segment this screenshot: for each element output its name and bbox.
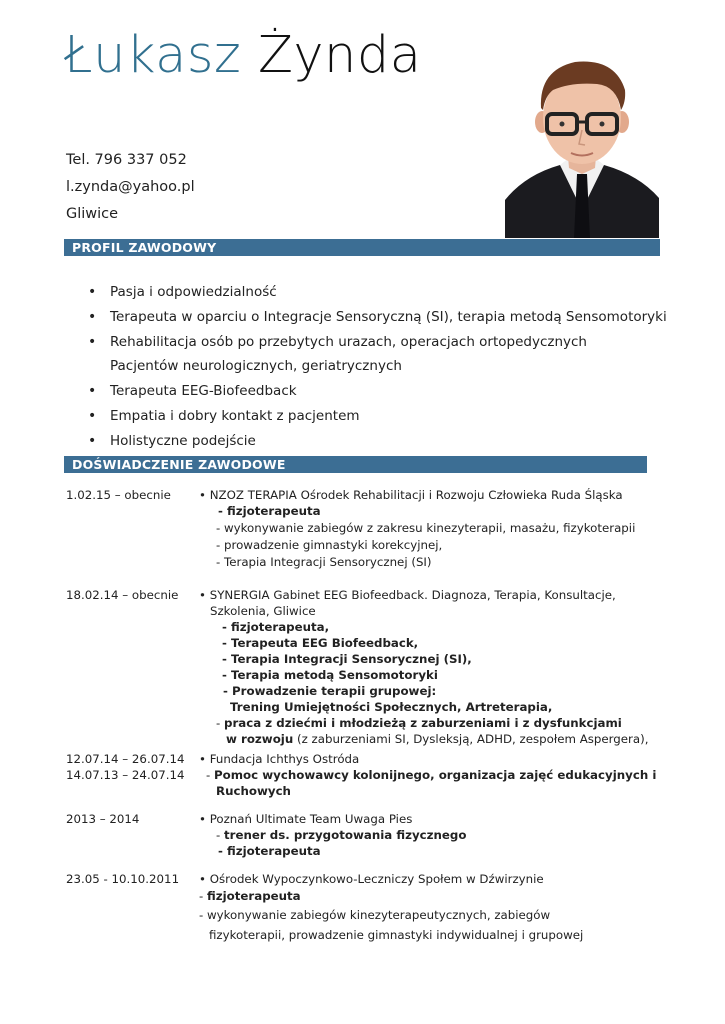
email: l.zynda@yahoo.pl [66, 179, 195, 195]
role-detail: (z zaburzeniami SI, Dysleksją, ADHD, zespołem Aspergera), [293, 732, 649, 746]
experience-detail: - wykonywanie zabiegów kinezyterapeutycznych, zabiegów [199, 908, 551, 922]
section-title-profile: PROFIL ZAWODOWY [64, 239, 660, 256]
experience-role [206, 767, 656, 784]
experience-date: 12.07.14 – 26.07.14 [66, 752, 185, 766]
role-text: praca z dziećmi i młodzieżą z zaburzeniami i z dysfunkcjami [224, 716, 622, 730]
role-text: w rozwoju [226, 732, 294, 746]
experience-role: - Terapia Integracji Sensorycznej (SI), [222, 652, 472, 666]
experience-role [216, 827, 466, 844]
experience-date: 2013 – 2014 [66, 812, 140, 826]
experience-org: • SYNERGIA Gabinet EEG Biofeedback. Diagnoza, Terapia, Konsultacje, [199, 588, 616, 602]
experience-role: - Terapeuta EEG Biofeedback, [222, 636, 419, 650]
dash: - [206, 768, 215, 782]
experience-detail: - prowadzenie gimnastyki korekcyjnej, [216, 538, 443, 552]
experience-org: Szkolenia, Gliwice [210, 604, 316, 618]
experience-detail: - Terapia Integracji Sensorycznej (SI) [216, 555, 432, 569]
experience-role: - Terapia metodą Sensomotoryki [222, 668, 438, 682]
experience-date: 14.07.13 – 24.07.14 [66, 768, 185, 782]
experience-role [199, 888, 301, 905]
experience-role: - fizjoterapeuta [218, 504, 321, 518]
dash: - [216, 716, 225, 730]
experience-role [216, 715, 622, 732]
profile-photo [505, 50, 659, 238]
list-item: • Terapeuta EEG-Biofeedback [88, 381, 667, 406]
first-name: Łukasz [64, 26, 242, 85]
last-name: Żynda [257, 26, 422, 85]
experience-date: 23.05 - 10.10.2011 [66, 872, 180, 886]
list-item: • Empatia i dobry kontakt z pacjentem [88, 406, 667, 431]
experience-role: Trening Umiejętności Społecznych, Artreterapia, [230, 700, 553, 714]
role-text: Pomoc wychowawcy kolonijnego, organizacja zajęć edukacyjnych i [214, 768, 657, 782]
experience-role: - fizjoterapeuta, [222, 620, 330, 634]
dash: - [216, 828, 225, 842]
list-item: • Terapeuta w oparciu o Integracje Sensoryczną (SI), terapia metodą Sensomotoryki [88, 307, 667, 332]
experience-date: 1.02.15 – obecnie [66, 488, 171, 502]
city: Gliwice [66, 206, 119, 222]
list-item: • Rehabilitacja osób po przebytych urazach, operacjach ortopedycznych [88, 332, 667, 357]
profile-list [88, 282, 667, 456]
phone: Tel. 796 337 052 [66, 152, 187, 168]
person-name [64, 26, 422, 85]
role-text: fizjoterapeuta [207, 889, 301, 903]
experience-org: • Fundacja Ichthys Ostróda [199, 752, 360, 766]
experience-role [226, 731, 648, 748]
experience-org: • Ośrodek Wypoczynkowo-Leczniczy Społem w Dźwirzynie [199, 872, 544, 886]
list-item: Pacjentów neurologicznych, geriatrycznych [110, 358, 402, 375]
list-item: • Pasja i odpowiedzialność [88, 282, 667, 307]
experience-org: • Poznań Ultimate Team Uwaga Pies [199, 812, 413, 826]
experience-detail: fizykoterapii, prowadzenie gimnastyki indywidualnej i grupowej [209, 928, 584, 942]
experience-org: • NZOZ TERAPIA Ośrodek Rehabilitacji i Rozwoju Człowieka Ruda Śląska [199, 488, 623, 502]
experience-date: 18.02.14 – obecnie [66, 588, 179, 602]
contact-block [66, 150, 195, 231]
experience-role: Ruchowych [216, 784, 291, 798]
role-text: trener ds. przygotowania fizycznego [224, 828, 467, 842]
experience-role: - fizjoterapeuta [218, 844, 321, 858]
experience-role: - Prowadzenie terapii grupowej: [223, 684, 437, 698]
experience-detail: - wykonywanie zabiegów z zakresu kinezyterapii, masażu, fizykoterapii [216, 521, 636, 535]
list-item: • Holistyczne podejście [88, 431, 667, 456]
section-title-experience: DOŚWIADCZENIE ZAWODOWE [64, 456, 647, 473]
dash: - [199, 889, 208, 903]
